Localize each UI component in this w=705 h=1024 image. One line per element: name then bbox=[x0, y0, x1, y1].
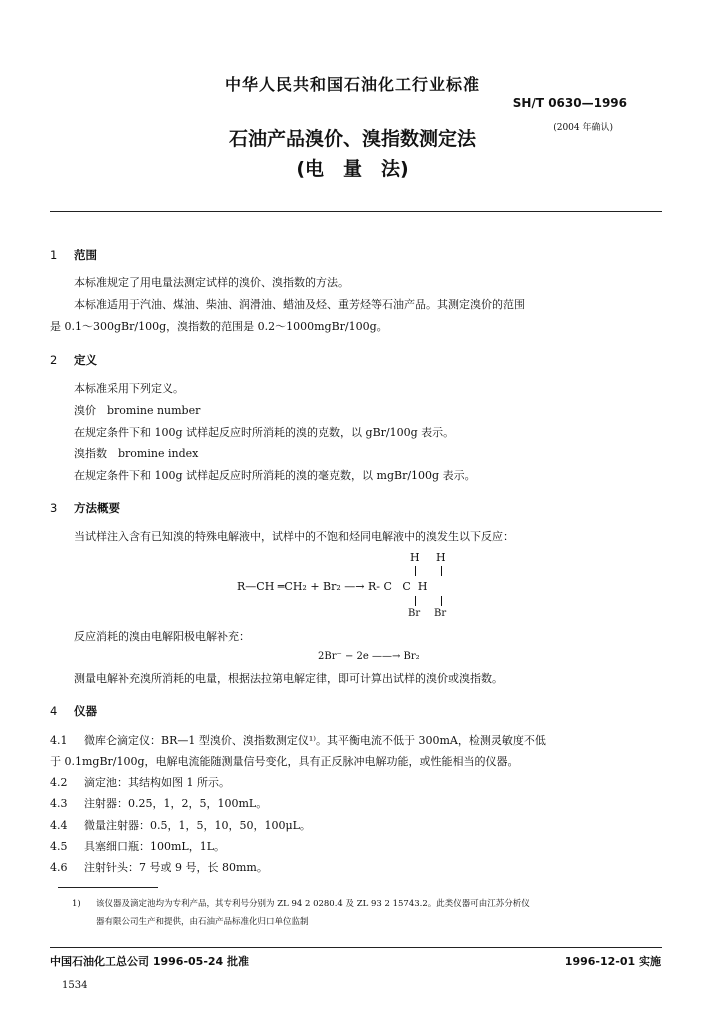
s3-paragraph-1: 当试样注入含有已知溴的特殊电解液中，试样中的不饱和烃同电解液中的溴发生以下反应： bbox=[74, 530, 514, 543]
s2-intro: 本标准采用下列定义。 bbox=[74, 382, 184, 395]
implementation-date: 1996-12-01 实施 bbox=[564, 955, 661, 968]
page-number: 1534 bbox=[62, 980, 88, 991]
s3-paragraph-3: 测量电解补充溴所消耗的电量，根据法拉第电解定律，即可计算出试样的溴价或溴指数。 bbox=[74, 672, 503, 685]
item-4-1-line-b: 于 0.1mgBr/100g，电解电流能随测量信号变化，具有正反脉冲电解功能，或性能相当的仪器。 bbox=[50, 755, 519, 768]
item-4-1-line-a: 微库仑滴定仪：BR—1 型溴价、溴指数测定仪¹⁾。其平衡电流不低于 300mA，检测灵敏度不低 bbox=[84, 734, 546, 747]
section-4-heading bbox=[50, 703, 97, 719]
item-4-6: 注射针头：7 号或 9 号，长 80mm。 bbox=[84, 861, 268, 874]
item-4-3: 注射器：0.25，1，2，5，100mL。 bbox=[84, 797, 268, 810]
section-title: 仪器 bbox=[74, 704, 97, 718]
footnote-line-1: 该仪器及滴定池均为专利产品，其专利号分别为 ZL 94 2 0280.4 及 ZL 93 2 15743.2。此类仪器可由江苏分析仪 bbox=[96, 899, 530, 909]
s2-term-bromine-number: 溴价 bromine number bbox=[74, 404, 201, 417]
section-2-heading bbox=[50, 352, 97, 368]
item-4-6-number: 4.6 bbox=[50, 861, 68, 874]
item-4-5: 具塞细口瓶：100mL，1L。 bbox=[84, 840, 226, 853]
section-title: 范围 bbox=[74, 248, 97, 262]
s2-definition-2: 在规定条件下和 100g 试样起反应时所消耗的溴的毫克数，以 mgBr/100g 表示。 bbox=[74, 469, 476, 482]
reaction-h-top-2: H bbox=[436, 551, 446, 564]
reaction-equation-1: R—CH ═CH₂ + Br₂ —→ R- C C H bbox=[237, 580, 428, 593]
section-3-heading bbox=[50, 500, 120, 516]
bond-line bbox=[415, 596, 416, 606]
item-4-5-number: 4.5 bbox=[50, 840, 68, 853]
section-title: 方法概要 bbox=[74, 501, 120, 515]
standard-body-name: 中华人民共和国石油化工行业标准 bbox=[224, 75, 480, 94]
item-4-4-number: 4.4 bbox=[50, 819, 68, 832]
footnote-line-2: 器有限公司生产和提供，由石油产品标准化归口单位监制 bbox=[96, 917, 309, 927]
footer-divider bbox=[50, 947, 662, 948]
item-4-3-number: 4.3 bbox=[50, 797, 68, 810]
standard-code: SH/T 0630—1996 bbox=[512, 96, 627, 110]
footnote-mark: 1) bbox=[72, 899, 81, 909]
section-number: 3 bbox=[50, 501, 58, 515]
section-1-heading bbox=[50, 247, 97, 263]
header-divider bbox=[50, 211, 662, 212]
footnote-divider bbox=[58, 887, 158, 888]
section-number: 2 bbox=[50, 353, 58, 367]
item-4-4: 微量注射器：0.5，1，5，10，50，100μL。 bbox=[84, 819, 311, 832]
reaction-br-bottom-2: Br bbox=[434, 608, 447, 619]
section-title: 定义 bbox=[74, 353, 97, 367]
document-subtitle: (电 量 法) bbox=[296, 158, 409, 180]
bond-line bbox=[415, 566, 416, 576]
reaction-br-bottom-1: Br bbox=[408, 608, 421, 619]
s3-paragraph-2: 反应消耗的溴由电解阳极电解补充： bbox=[74, 630, 250, 643]
bond-line bbox=[441, 566, 442, 576]
s1-paragraph-1: 本标准规定了用电量法测定试样的溴价、溴指数的方法。 bbox=[74, 276, 349, 289]
reaction-h-top-1: H bbox=[410, 551, 420, 564]
approval-note: 中国石油化工总公司 1996-05-24 批准 bbox=[50, 955, 250, 968]
s1-paragraph-2a: 本标准适用于汽油、煤油、柴油、润滑油、蜡油及烃、重芳烃等石油产品。其测定溴价的范围 bbox=[74, 298, 525, 311]
document-title: 石油产品溴价、溴指数测定法 bbox=[228, 128, 476, 150]
item-4-1-number: 4.1 bbox=[50, 734, 68, 747]
s2-term-bromine-index: 溴指数 bromine index bbox=[74, 447, 199, 460]
item-4-2: 滴定池：其结构如图 1 所示。 bbox=[84, 776, 230, 789]
confirmation-note: (2004 年确认) bbox=[553, 123, 613, 133]
section-number: 1 bbox=[50, 248, 58, 262]
s2-definition-1: 在规定条件下和 100g 试样起反应时所消耗的溴的克数，以 gBr/100g 表示。 bbox=[74, 426, 455, 439]
section-number: 4 bbox=[50, 704, 58, 718]
bond-line bbox=[441, 596, 442, 606]
s1-paragraph-2b: 是 0.1～300gBr/100g，溴指数的范围是 0.2～1000mgBr/100g。 bbox=[50, 320, 388, 333]
item-4-2-number: 4.2 bbox=[50, 776, 68, 789]
reaction-equation-2: 2Br⁻ − 2e ——→ Br₂ bbox=[318, 651, 420, 662]
